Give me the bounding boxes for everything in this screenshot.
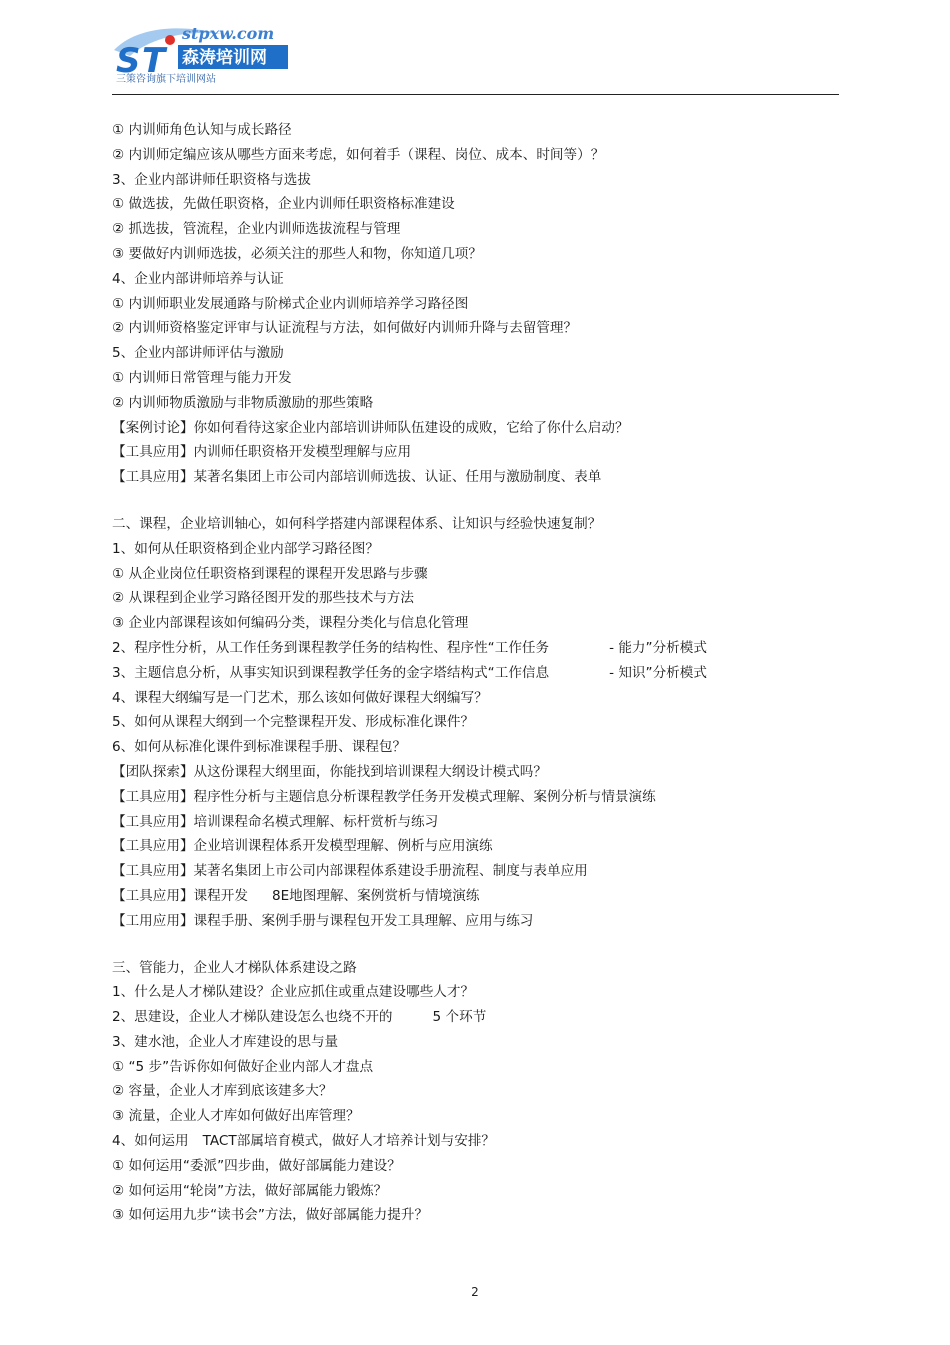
line-text: 【案例讨论】你如何看待这家企业内部培训讲师队伍建设的成败，它给了你什么启动？ — [112, 419, 629, 436]
line-text: ① 如何运用“委派”四步曲，做好部属能力建设？ — [112, 1157, 401, 1174]
text-line — [112, 366, 839, 391]
text-line — [112, 710, 839, 735]
logo-tagline: 三策咨询旗下培训网站 — [116, 74, 216, 85]
line-text-continued: - 知识”分析模式 — [609, 664, 707, 681]
site-logo — [112, 20, 302, 86]
text-line — [112, 810, 839, 835]
line-text: 【工具应用】内训师任职资格开发模型理解与应用 — [112, 444, 412, 461]
line-text: ① 从企业岗位任职资格到课程的课程开发思路与步骤 — [112, 565, 428, 582]
line-text: ② 如何运用“轮岗”方法，做好部属能力锻炼？ — [112, 1182, 388, 1199]
text-line — [112, 1104, 839, 1129]
text-line — [112, 834, 839, 859]
line-text-continued: 5 个环节 — [432, 1009, 487, 1026]
line-text: ② 容量，企业人才库到底该建多大？ — [112, 1083, 333, 1100]
line-text: ① 做选拔，先做任职资格，企业内训师任职资格标准建设 — [112, 196, 455, 213]
text-line — [112, 760, 839, 785]
text-line — [112, 192, 839, 217]
text-line — [112, 512, 839, 537]
line-text: ② 内训师物质激励与非物质激励的那些策略 — [112, 394, 374, 411]
text-line — [112, 586, 839, 611]
line-text: 【工具应用】课程开发 — [112, 887, 248, 904]
line-text: 1、什么是人才梯队建设？企业应抓住或重点建设哪些人才？ — [112, 984, 475, 1001]
text-line — [112, 168, 839, 193]
text-line — [112, 980, 839, 1005]
line-text: 【团队探索】从这份课程大纲里面，你能找到培训课程大纲设计模式吗？ — [112, 763, 547, 780]
line-text: 4、课程大纲编写是一门艺术，那么该如何做好课程大纲编写？ — [112, 689, 488, 706]
text-line — [112, 1179, 839, 1204]
line-text: 4、企业内部讲师培养与认证 — [112, 270, 284, 287]
line-text-continued: - 能力”分析模式 — [609, 639, 707, 656]
line-text: 4、如何运用 — [112, 1133, 189, 1150]
logo-mark: S — [116, 41, 141, 81]
text-line — [112, 267, 839, 292]
text-line — [112, 785, 839, 810]
text-line — [112, 735, 839, 760]
line-text: ① “5 步”告诉你如何做好企业内部人才盘点 — [112, 1058, 374, 1075]
text-line — [112, 1055, 839, 1080]
page-number: 2 — [471, 1285, 479, 1299]
text-line — [112, 440, 839, 465]
header-divider — [112, 94, 839, 95]
text-line — [112, 686, 839, 711]
text-line — [112, 636, 839, 661]
text-line — [112, 537, 839, 562]
logo-site-name: 森涛培训网 — [182, 48, 267, 68]
text-line — [112, 1129, 839, 1154]
text-line — [112, 859, 839, 884]
line-text: ① 内训师职业发展通路与阶梯式企业内训师培养学习路径图 — [112, 295, 469, 312]
text-line — [112, 909, 839, 934]
line-text: 6、如何从标准化课件到标准课程手册、课程包？ — [112, 739, 407, 756]
line-text: 【工具应用】某著名集团上市公司内部课程体系建设手册流程、制度与表单应用 — [112, 863, 588, 880]
line-text: 2、程序性分析，从工作任务到课程教学任务的结构性、程序性“工作任务 — [112, 639, 550, 656]
line-text: ① 内训师角色认知与成长路径 — [112, 122, 292, 138]
line-text: 3、企业内部讲师任职资格与选拔 — [112, 171, 311, 188]
text-line — [112, 242, 839, 267]
line-text: ③ 企业内部课程该如何编码分类，课程分类化与信息化管理 — [112, 615, 469, 632]
text-line — [112, 1203, 839, 1228]
text-line — [112, 341, 839, 366]
text-line — [112, 217, 839, 242]
line-text: 【工具应用】某著名集团上市公司内部培训师选拔、认证、任用与激励制度、表单 — [112, 469, 602, 486]
logo-graphic — [112, 20, 302, 86]
line-text: 【工具应用】企业培训课程体系开发模型理解、例析与应用演练 — [112, 838, 493, 855]
text-line — [112, 562, 839, 587]
line-text: ② 从课程到企业学习路径图开发的那些技术与方法 — [112, 590, 414, 607]
text-line — [112, 661, 839, 686]
text-line — [112, 956, 839, 981]
line-text: ② 抓选拔，管流程，企业内训师选拔流程与管理 — [112, 221, 401, 238]
line-text: ② 内训师定编应该从哪些方面来考虑，如何着手（课程、岗位、成本、时间等）？ — [112, 146, 605, 163]
line-text: 5、如何从课程大纲到一个完整课程开发、形成标准化课件？ — [112, 714, 475, 731]
line-text: 【工具应用】培训课程命名模式理解、标杆赏析与练习 — [112, 813, 439, 830]
line-text: ③ 流量，企业人才库如何做好出库管理？ — [112, 1108, 360, 1125]
text-line — [112, 1154, 839, 1179]
line-text: ③ 要做好内训师选拔，必须关注的那些人和物，你知道几项？ — [112, 245, 482, 262]
line-text-continued: TACT部属培育模式，做好人才培养计划与安排？ — [202, 1133, 496, 1150]
line-text: 【工具应用】程序性分析与主题信息分析课程教学任务开发模式理解、案例分析与情景演练 — [112, 788, 656, 805]
text-line — [112, 611, 839, 636]
line-text: 5、企业内部讲师评估与激励 — [112, 345, 284, 362]
svg-text:T: T — [142, 41, 166, 81]
line-text: ② 内训师资格鉴定评审与认证流程与方法，如何做好内训师升降与去留管理？ — [112, 320, 578, 337]
text-line — [112, 1079, 839, 1104]
text-line — [112, 884, 839, 909]
line-text: 二、课程，企业培训轴心，如何科学搭建内部课程体系、让知识与经验快速复制？ — [112, 515, 602, 532]
line-text: ① 内训师日常管理与能力开发 — [112, 369, 292, 386]
line-text: ③ 如何运用九步“读书会”方法，做好部属能力提升？ — [112, 1207, 429, 1224]
text-line — [112, 416, 839, 441]
text-line — [112, 292, 839, 317]
text-line — [112, 316, 839, 341]
line-text: 1、如何从任职资格到企业内部学习路径图？ — [112, 540, 379, 557]
line-text: 3、建水池，企业人才库建设的思与量 — [112, 1033, 339, 1050]
line-text-continued: 8E地图理解、案例赏析与情境演练 — [271, 887, 480, 904]
text-line — [112, 1005, 839, 1030]
document-body — [112, 118, 839, 1228]
line-text: 【工用应用】课程手册、案例手册与课程包开发工具理解、应用与练习 — [112, 912, 534, 929]
text-line — [112, 1030, 839, 1055]
logo-url-text: stpxw.com — [182, 24, 275, 43]
line-text: 三、管能力，企业人才梯队体系建设之路 — [112, 959, 357, 976]
text-line — [112, 391, 839, 416]
line-text: 2、思建设，企业人才梯队建设怎么也绕不开的 — [112, 1009, 393, 1026]
text-line — [112, 143, 839, 168]
text-line — [112, 465, 839, 490]
line-text: 3、主题信息分析，从事实知识到课程教学任务的金字塔结构式“工作信息 — [112, 664, 550, 681]
text-line — [112, 118, 839, 143]
